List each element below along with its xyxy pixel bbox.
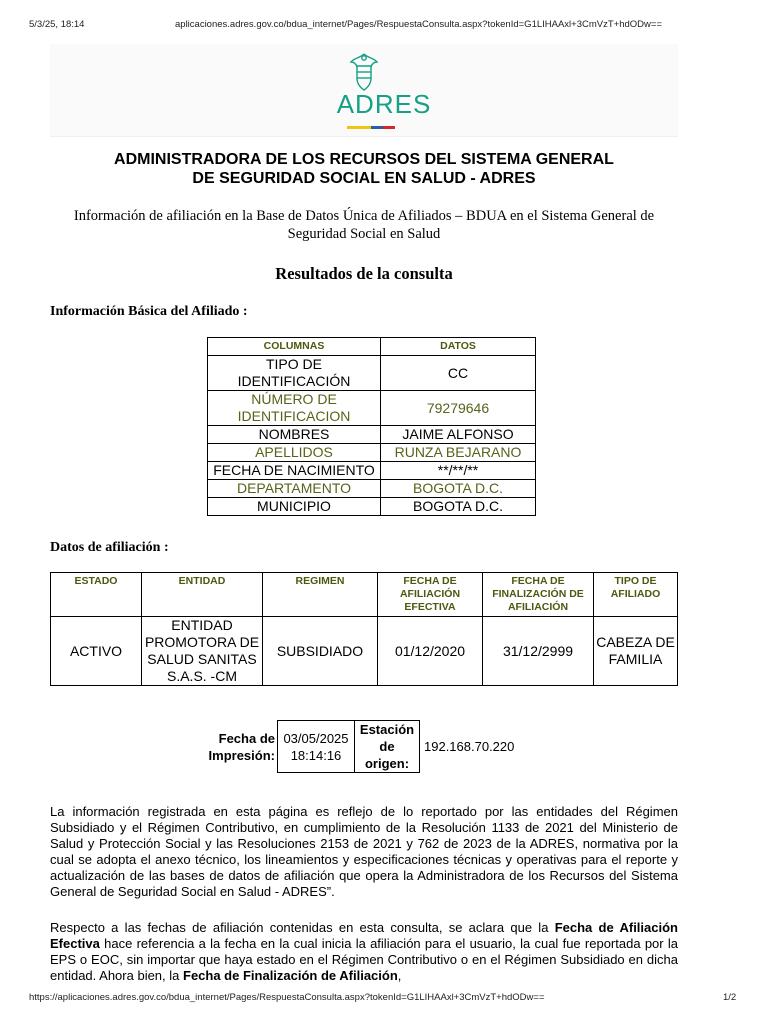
page-subtitle: Información de afiliación en la Base de Datos Única de Afiliados – BDUA en el Sistema General de Seguridad Social en Salud	[73, 208, 655, 242]
row-label: TIPO DE IDENTIFICACIÓN	[208, 356, 381, 391]
row-value: JAIME ALFONSO	[381, 426, 536, 444]
table-row	[208, 356, 536, 391]
results-heading: Resultados de la consulta	[275, 264, 453, 283]
print-url: aplicaciones.adres.gov.co/bdua_internet/Pages/RespuestaConsulta.aspx?tokenId=G1LIHAAxl+3CmVzT+hdODw==	[175, 19, 662, 30]
row-label: MUNICIPIO	[208, 498, 381, 516]
tipo-afiliado-cell: CABEZA DE FAMILIA	[594, 617, 678, 686]
col-header-fecha-finalizacion: FECHA DE FINALIZACIÓN DE AFILIACIÓN	[483, 573, 594, 617]
row-label: FECHA DE NACIMIENTO	[208, 462, 381, 480]
print-datetime: 5/3/25, 18:14	[29, 19, 85, 30]
estado-cell: ACTIVO	[51, 617, 142, 686]
col-header-regimen: REGIMEN	[263, 573, 378, 617]
table-row	[208, 462, 536, 480]
fecha-afiliacion-cell: 01/12/2020	[378, 617, 483, 686]
col-header-tipo-afiliado: TIPO DE AFILIADO	[594, 573, 678, 617]
table-row	[208, 480, 536, 498]
paragraph-text: ,	[397, 968, 402, 983]
disclaimer-paragraph-1: La información registrada en esta página es reflejo de lo reportado por las entidades del Régimen Subsidiado y el Régimen Contributivo, en cumplimiento de la Resolución 1133 de 2021 del Ministerio de Salud y Protección Social y las Resoluciones 2153 de 2021 y 762 de 2023 de la ADRES, normativa por la cual se adopta el anexo técnico, los lineamientos y especificaciones técnicas y operativas para el reporte y actualización de las bases de datos de afiliación que opera la Administradora de los Recursos del Sistema General de Seguridad Social en Salud - ADRES”.	[50, 804, 678, 899]
col-header-datos: DATOS	[381, 338, 536, 356]
page-number: 1/2	[723, 992, 737, 1003]
table-row	[51, 617, 678, 686]
row-value: 79279646	[381, 391, 536, 426]
row-value: BOGOTA D.C.	[381, 480, 536, 498]
page-title	[0, 150, 728, 188]
affiliation-heading: Datos de afiliación :	[50, 540, 169, 555]
basic-info-table	[207, 337, 536, 516]
row-value: RUNZA BEJARANO	[381, 444, 536, 462]
affiliation-table	[50, 572, 678, 686]
paragraph-bold-text: Fecha de Afiliación Efectiva	[50, 920, 678, 951]
fecha-impresion-value: 03/05/2025 18:14:16	[278, 721, 355, 773]
col-header-columnas: COLUMNAS	[208, 338, 381, 356]
col-header-entidad: ENTIDAD	[142, 573, 263, 617]
paragraph-text: Respecto a las fechas de afiliación contenidas en esta consulta, se aclara que la	[50, 920, 555, 935]
title-line-2: DE SEGURIDAD SOCIAL EN SALUD - ADRES	[192, 170, 536, 187]
regimen-cell: SUBSIDIADO	[263, 617, 378, 686]
row-label: APELLIDOS	[208, 444, 381, 462]
table-row	[208, 444, 536, 462]
print-info-table	[203, 720, 526, 773]
estacion-origen-label: Estación de origen:	[355, 721, 420, 773]
table-row	[208, 498, 536, 516]
row-value: **/**/**	[381, 462, 536, 480]
paragraph-bold-text: Fecha de Finalización de Afiliación	[183, 968, 398, 983]
title-line-1: ADMINISTRADORA DE LOS RECURSOS DEL SISTEMA GENERAL	[114, 151, 614, 168]
flag-bar	[347, 126, 395, 129]
fecha-impresion-label: Fecha de Impresión:	[208, 730, 275, 763]
fecha-finalizacion-cell: 31/12/2999	[483, 617, 594, 686]
adres-logo-text: ADRES	[336, 89, 432, 119]
row-label: NOMBRES	[208, 426, 381, 444]
basic-info-heading: Información Básica del Afiliado :	[50, 304, 248, 319]
coat-of-arms-icon	[342, 50, 386, 94]
paragraph-text: hace referencia a la fecha en la cual inicia la afiliación para el usuario, la cual fue reportada por la EPS o EOC, sin importar que haya estado en el Régimen Contributivo o en el Régimen Subsidiado en dicha entidad. Ahora bien, la	[50, 936, 678, 983]
col-header-fecha-afiliacion: FECHA DE AFILIACIÓN EFECTIVA	[378, 573, 483, 617]
disclaimer-paragraph-2	[50, 920, 678, 984]
row-value: BOGOTA D.C.	[381, 498, 536, 516]
row-label: DEPARTAMENTO	[208, 480, 381, 498]
entidad-cell: ENTIDAD PROMOTORA DE SALUD SANITAS S.A.S. -CM	[142, 617, 263, 686]
table-row	[208, 426, 536, 444]
table-row	[208, 391, 536, 426]
row-label: NÚMERO DE IDENTIFICACION	[208, 391, 381, 426]
row-value: CC	[381, 356, 536, 391]
col-header-estado: ESTADO	[51, 573, 142, 617]
estacion-origen-value: 192.168.70.220	[424, 739, 515, 754]
footer-url: https://aplicaciones.adres.gov.co/bdua_internet/Pages/RespuestaConsulta.aspx?tokenId=G1LIHAAxl+3CmVzT+hdODw==	[29, 992, 545, 1003]
